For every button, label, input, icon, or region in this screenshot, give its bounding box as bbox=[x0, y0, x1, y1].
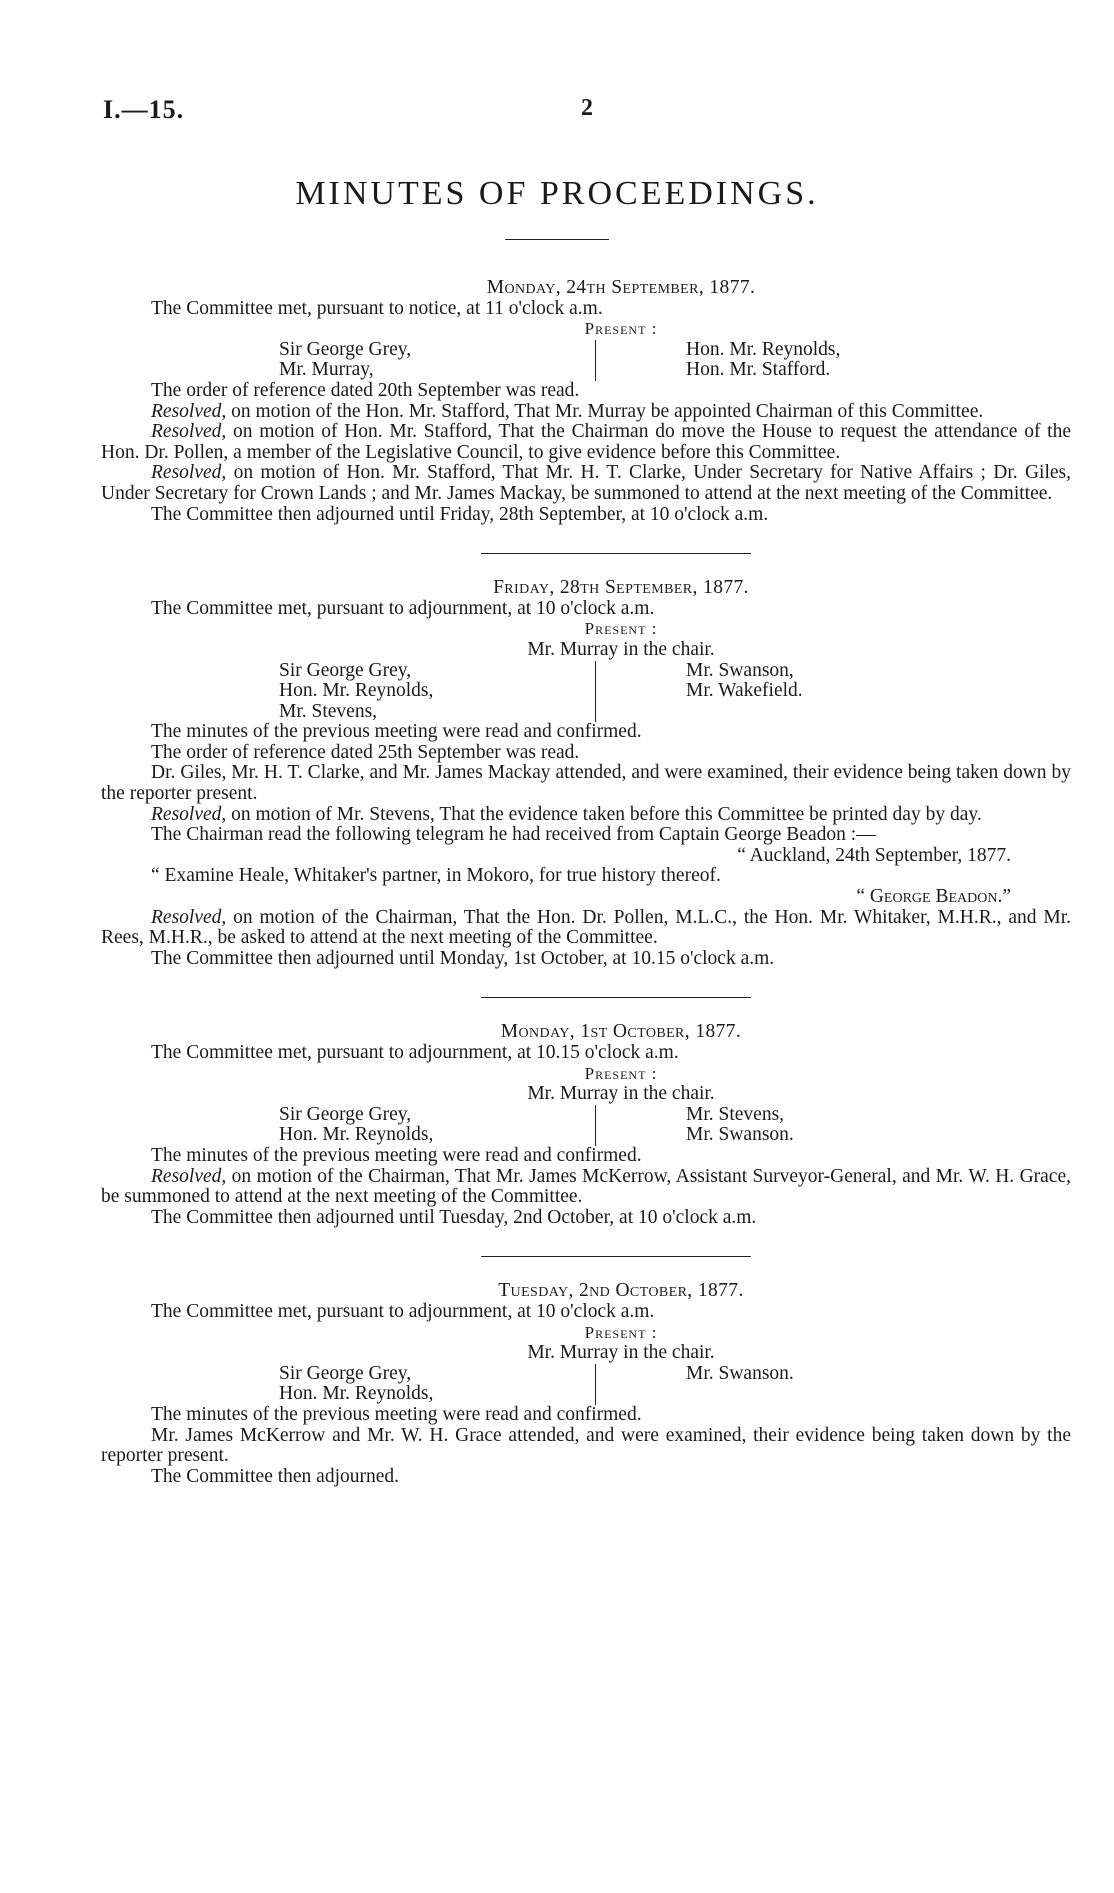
telegram-place-date: “ Auckland, 24th September, 1877. bbox=[737, 844, 1011, 866]
resolution-lead: Resolved, bbox=[151, 803, 227, 825]
present-label: Present : bbox=[584, 1063, 658, 1083]
attendance-list bbox=[101, 1364, 1071, 1405]
member-name: Sir George Grey, bbox=[279, 1103, 412, 1125]
paragraph-text: The Committee then adjourned. bbox=[151, 1465, 400, 1487]
members-right-column bbox=[686, 1364, 794, 1405]
paragraph-text: The Committee then adjourned until Tuesday, 2nd October, at 10 o'clock a.m. bbox=[151, 1206, 757, 1228]
attendance-list bbox=[101, 661, 1071, 723]
meeting-section bbox=[101, 553, 1071, 969]
member-name: Hon. Mr. Reynolds, bbox=[279, 1383, 434, 1405]
paragraph-text: on motion of the Hon. Mr. Stafford, That Mr. Murray be appointed Chairman of this Committee. bbox=[226, 400, 984, 422]
paragraph-text: on motion of Mr. Stevens, That the evidence taken before this Committee be printed day by day. bbox=[226, 803, 982, 825]
paragraph-text: The Chairman read the following telegram he had received from Captain George Beadon :— bbox=[151, 824, 876, 846]
minute-paragraph bbox=[101, 908, 1071, 949]
telegram-body: “ Examine Heale, Whitaker's partner, in Mokoro, for true history thereof. bbox=[151, 865, 721, 887]
attendance-divider bbox=[595, 1105, 596, 1146]
paper-reference: I.—15. bbox=[103, 95, 185, 124]
paragraph-text: on motion of the Chairman, That the Hon. Dr. Pollen, M.L.C., the Hon. Mr. Whitaker, M.H.R., and Mr. Rees, M.H.R., be asked to attend at the next meeting of the Committee. bbox=[101, 906, 1071, 949]
resolution-lead: Resolved, bbox=[151, 462, 227, 484]
member-name: Mr. Murray, bbox=[279, 359, 374, 381]
attendance-list bbox=[101, 340, 1071, 381]
member-name: Mr. Stevens, bbox=[279, 700, 378, 722]
paragraph-text: The Committee then adjourned until Monday, 1st October, at 10.15 o'clock a.m. bbox=[151, 947, 775, 969]
meeting-date: Friday, 28th September, 1877. bbox=[493, 577, 749, 599]
paragraph-text: The minutes of the previous meeting were read and confirmed. bbox=[151, 721, 642, 743]
meeting-opening: The Committee met, pursuant to adjournment, at 10 o'clock a.m. bbox=[151, 1300, 655, 1322]
members-left-column bbox=[101, 340, 595, 381]
minute-paragraph bbox=[101, 505, 1071, 526]
meeting-section bbox=[101, 278, 1071, 525]
member-name: Hon. Mr. Reynolds, bbox=[279, 1124, 434, 1146]
member-name: Mr. Wakefield. bbox=[686, 680, 803, 702]
meeting-opening: The Committee met, pursuant to adjournment, at 10.15 o'clock a.m. bbox=[151, 1042, 679, 1063]
title-rule bbox=[505, 239, 609, 240]
paragraph-text: The minutes of the previous meeting were read and confirmed. bbox=[151, 1144, 642, 1166]
meeting-opening: The Committee met, pursuant to notice, at 11 o'clock a.m. bbox=[151, 297, 603, 319]
paragraph-text: Mr. James McKerrow and Mr. W. H. Grace attended, and were examined, their evidence being taken down by the reporter present. bbox=[101, 1424, 1071, 1467]
meeting-opening: The Committee met, pursuant to adjournment, at 10 o'clock a.m. bbox=[151, 597, 655, 619]
attendance-divider bbox=[595, 1364, 596, 1405]
member-name: Hon. Mr. Reynolds, bbox=[686, 338, 841, 360]
member-name: Sir George Grey, bbox=[279, 1362, 412, 1384]
paragraph-text: on motion of the Chairman, That Mr. James McKerrow, Assistant Surveyor-General, and Mr. W. H. Grace, be summoned to attend at the next meeting of the Committee. bbox=[101, 1165, 1071, 1208]
telegram-signature: “ George Beadon.” bbox=[856, 886, 1011, 908]
member-name: Mr. Stevens, bbox=[686, 1103, 785, 1125]
meeting-section bbox=[101, 1256, 1071, 1487]
minute-paragraph bbox=[101, 381, 1071, 402]
resolution-lead: Resolved, bbox=[151, 400, 227, 422]
meeting-date: Monday, 24th September, 1877. bbox=[486, 277, 756, 298]
chair-note: Mr. Murray in the chair. bbox=[527, 1083, 715, 1105]
resolution-lead: Resolved, bbox=[151, 906, 227, 928]
minute-paragraph bbox=[101, 402, 1071, 423]
minute-paragraph bbox=[101, 1426, 1071, 1467]
members-left-column bbox=[101, 1105, 595, 1146]
member-name: Mr. Swanson, bbox=[686, 659, 794, 681]
member-name: Mr. Swanson. bbox=[686, 1362, 794, 1384]
minute-paragraph bbox=[101, 422, 1071, 463]
paragraph-text: Dr. Giles, Mr. H. T. Clarke, and Mr. James Mackay attended, and were examined, their evidence being taken down by the reporter present. bbox=[101, 762, 1071, 805]
section-separator-rule bbox=[481, 553, 751, 554]
paragraph-text: on motion of Hon. Mr. Stafford, That the Chairman do move the House to request the attendance of the Hon. Dr. Pollen, a member of the Legislative Council, to give evidence before this Committee. bbox=[101, 421, 1071, 463]
attendance-divider bbox=[595, 661, 596, 723]
members-left-column bbox=[101, 661, 595, 723]
chair-note: Mr. Murray in the chair. bbox=[527, 1342, 715, 1364]
paragraph-text: The order of reference dated 25th September was read. bbox=[151, 741, 580, 763]
present-label: Present : bbox=[584, 1322, 658, 1342]
meeting-section bbox=[101, 997, 1071, 1228]
meeting-date: Tuesday, 2nd October, 1877. bbox=[498, 1280, 744, 1302]
members-right-column bbox=[686, 340, 840, 381]
minute-paragraph bbox=[101, 1208, 1071, 1229]
member-name: Sir George Grey, bbox=[279, 338, 412, 360]
members-right-column bbox=[686, 661, 803, 723]
meeting-date: Monday, 1st October, 1877. bbox=[500, 1021, 742, 1043]
page-number: 2 bbox=[581, 95, 593, 121]
section-separator-rule bbox=[481, 997, 751, 998]
minute-paragraph bbox=[101, 825, 1071, 846]
minute-paragraph bbox=[101, 949, 1071, 970]
section-separator-rule bbox=[481, 1256, 751, 1257]
paragraph-text: The minutes of the previous meeting were read and confirmed. bbox=[151, 1403, 642, 1425]
minutes-body bbox=[101, 278, 1071, 1487]
present-label: Present : bbox=[584, 619, 658, 639]
minute-paragraph bbox=[101, 1467, 1071, 1488]
minute-paragraph bbox=[101, 722, 1071, 743]
member-name: Mr. Swanson. bbox=[686, 1124, 794, 1146]
minute-paragraph bbox=[101, 463, 1071, 504]
member-name: Hon. Mr. Reynolds, bbox=[279, 680, 434, 702]
minute-paragraph bbox=[101, 1146, 1071, 1167]
members-left-column bbox=[101, 1364, 595, 1405]
minute-paragraph bbox=[101, 1405, 1071, 1426]
document-title: MINUTES OF PROCEEDINGS. bbox=[295, 175, 819, 212]
paragraph-text: on motion of Hon. Mr. Stafford, That Mr. H. T. Clarke, Under Secretary for Native Affairs ; Dr. Giles, Under Secretary for Crown Lands ; and Mr. James Mackay, be summoned to attend at the next meeting of the Committee. bbox=[101, 462, 1071, 504]
present-label: Present : bbox=[584, 319, 658, 339]
minute-paragraph bbox=[101, 763, 1071, 804]
minute-paragraph bbox=[101, 805, 1071, 826]
resolution-lead: Resolved, bbox=[151, 421, 227, 443]
members-right-column bbox=[686, 1105, 794, 1146]
resolution-lead: Resolved, bbox=[151, 1165, 227, 1187]
attendance-list bbox=[101, 1105, 1071, 1146]
member-name: Hon. Mr. Stafford. bbox=[686, 359, 831, 381]
attendance-divider bbox=[595, 340, 596, 381]
paragraph-text: The order of reference dated 20th September was read. bbox=[151, 379, 580, 401]
member-name: Sir George Grey, bbox=[279, 659, 412, 681]
minute-paragraph bbox=[101, 743, 1071, 764]
chair-note: Mr. Murray in the chair. bbox=[527, 638, 715, 660]
paragraph-text: The Committee then adjourned until Friday, 28th September, at 10 o'clock a.m. bbox=[151, 503, 769, 525]
minute-paragraph bbox=[101, 1167, 1071, 1208]
